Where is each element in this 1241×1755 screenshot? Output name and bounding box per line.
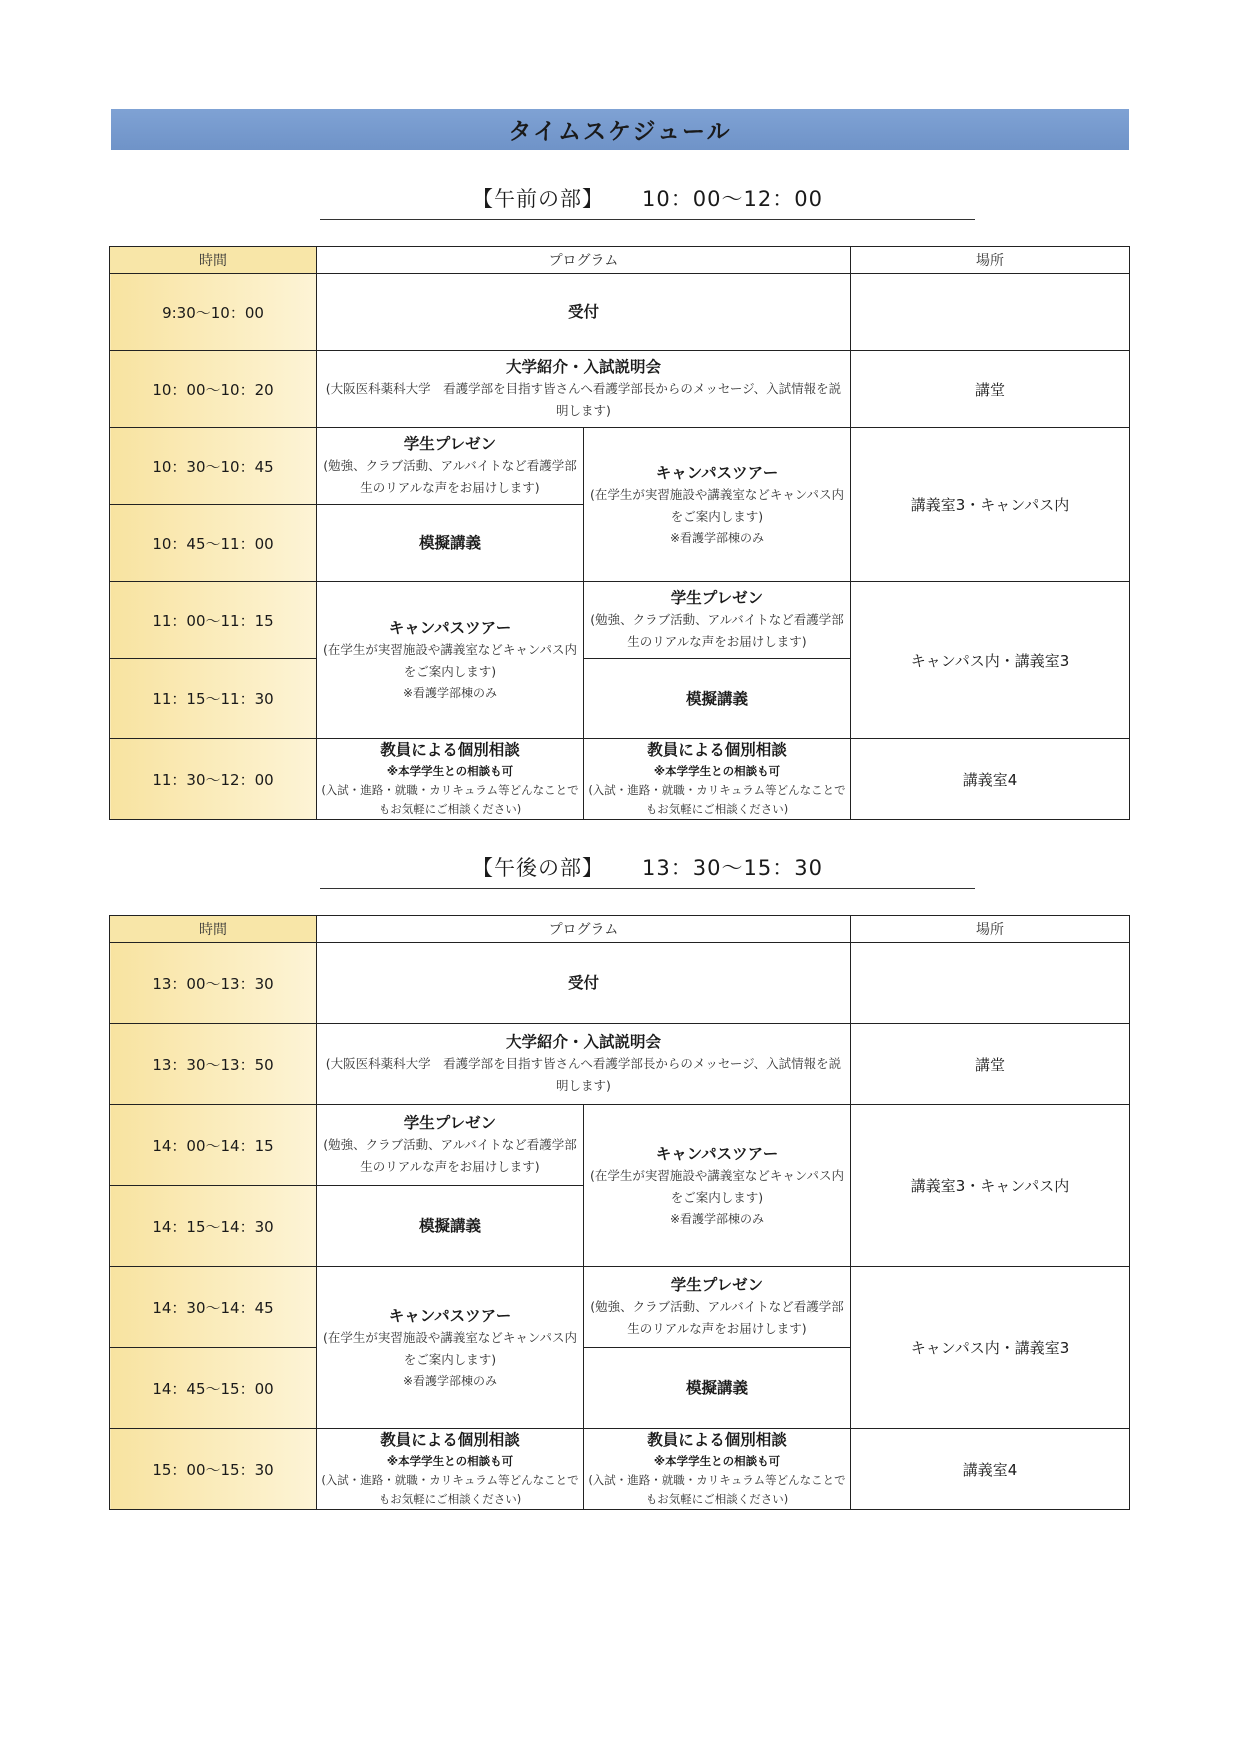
time-cell: 10：30～10：45 xyxy=(110,428,317,505)
program-title: 教員による個別相談 xyxy=(647,1431,787,1449)
header-time: 時間 xyxy=(110,916,317,943)
afternoon-section-heading xyxy=(320,852,975,889)
program-title: 学生プレゼン xyxy=(403,1114,497,1132)
program-description: (勉強、クラブ活動、アルバイトなど看護学部生のリアルな声をお届けします) xyxy=(323,458,577,495)
table-row xyxy=(110,1429,1130,1510)
program-cell xyxy=(584,739,851,820)
program-title: 教員による個別相談 xyxy=(647,741,787,759)
program-title: 教員による個別相談 xyxy=(380,741,520,759)
program-title: キャンパスツアー xyxy=(388,619,512,637)
afternoon-range: 13：30～15：30 xyxy=(642,856,823,880)
program-cell xyxy=(317,351,851,428)
table-row xyxy=(110,1105,1130,1186)
table-row xyxy=(110,351,1130,428)
time-cell: 14：00～14：15 xyxy=(110,1105,317,1186)
header-program: プログラム xyxy=(317,247,851,274)
program-subnote: ※本学学生との相談も可 xyxy=(653,764,781,778)
table-row xyxy=(110,943,1130,1024)
program-title: 学生プレゼン xyxy=(670,589,764,607)
place-cell: 講義室3・キャンパス内 xyxy=(851,1105,1130,1267)
program-cell xyxy=(317,1105,584,1186)
program-subnote: ※本学学生との相談も可 xyxy=(386,764,514,778)
header-time: 時間 xyxy=(110,247,317,274)
time-cell: 13：30～13：50 xyxy=(110,1024,317,1105)
program-note: ※看護学部棟のみ xyxy=(669,1211,765,1226)
program-cell xyxy=(317,505,584,582)
afternoon-label: 【午後の部】 xyxy=(472,856,605,880)
program-note: ※看護学部棟のみ xyxy=(402,686,498,700)
program-title: 大学紹介・入試説明会 xyxy=(505,358,661,376)
table-header-row xyxy=(110,916,1130,943)
program-note: ※看護学部棟のみ xyxy=(402,1373,498,1388)
program-subnote: ※本学学生との相談も可 xyxy=(653,1454,781,1468)
program-cell xyxy=(317,1429,584,1510)
time-cell: 11：15～11：30 xyxy=(110,659,317,739)
program-description: (在学生が実習施設や講義室などキャンパス内をご案内します) xyxy=(589,1167,844,1205)
program-cell xyxy=(584,1429,851,1510)
place-cell: キャンパス内・講義室3 xyxy=(851,1267,1130,1429)
place-cell: キャンパス内・講義室3 xyxy=(851,582,1130,739)
program-title: 学生プレゼン xyxy=(670,1276,764,1294)
program-description: (大阪医科薬科大学 看護学部を目指す皆さんへ看護学部長からのメッセージ、入試情報を説明します) xyxy=(325,1056,842,1093)
program-description: (入試・進路・就職・カリキュラム等どんなことでもお気軽にご相談ください) xyxy=(588,1473,846,1506)
place-cell: 講義室4 xyxy=(851,739,1130,820)
program-description: (入試・進路・就職・カリキュラム等どんなことでもお気軽にご相談ください) xyxy=(321,783,579,816)
program-title: 大学紹介・入試説明会 xyxy=(505,1033,661,1051)
program-description: (大阪医科薬科大学 看護学部を目指す皆さんへ看護学部長からのメッセージ、入試情報を説明します) xyxy=(325,381,842,418)
morning-label: 【午前の部】 xyxy=(472,187,605,211)
table-row xyxy=(110,1267,1130,1348)
place-cell: 講堂 xyxy=(851,1024,1130,1105)
time-cell: 9:30～10：00 xyxy=(110,274,317,351)
reception-label: 受付 xyxy=(567,303,599,321)
program-note: ※看護学部棟のみ xyxy=(669,530,765,545)
program-cell xyxy=(584,1348,851,1429)
table-row xyxy=(110,582,1130,659)
place-cell: 講義室3・キャンパス内 xyxy=(851,428,1130,582)
morning-section-heading xyxy=(320,183,975,220)
program-description: (在学生が実習施設や講義室などキャンパス内をご案内します) xyxy=(589,486,844,524)
time-cell: 15：00～15：30 xyxy=(110,1429,317,1510)
header-place: 場所 xyxy=(851,916,1130,943)
program-description: (入試・進路・就職・カリキュラム等どんなことでもお気軽にご相談ください) xyxy=(321,1473,579,1506)
time-cell: 10：45～11：00 xyxy=(110,505,317,582)
program-title: 模擬講義 xyxy=(685,689,748,708)
program-cell xyxy=(317,1186,584,1267)
program-title: 教員による個別相談 xyxy=(380,1431,520,1449)
program-title: 模擬講義 xyxy=(418,1217,481,1235)
header-program: プログラム xyxy=(317,916,851,943)
morning-range: 10：00～12：00 xyxy=(642,187,823,211)
place-cell: 講堂 xyxy=(851,351,1130,428)
program-cell xyxy=(317,582,584,739)
time-cell: 14：45～15：00 xyxy=(110,1348,317,1429)
time-cell: 14：15～14：30 xyxy=(110,1186,317,1267)
program-cell xyxy=(317,943,851,1024)
reception-label: 受付 xyxy=(567,974,599,992)
program-description: (入試・進路・就職・カリキュラム等どんなことでもお気軽にご相談ください) xyxy=(588,783,846,816)
program-cell xyxy=(584,1267,851,1348)
time-cell: 11：00～11：15 xyxy=(110,582,317,659)
time-cell: 14：30～14：45 xyxy=(110,1267,317,1348)
program-cell xyxy=(584,659,851,739)
program-cell xyxy=(584,428,851,582)
program-description: (勉強、クラブ活動、アルバイトなど看護学部生のリアルな声をお届けします) xyxy=(323,1137,577,1174)
program-title: 模擬講義 xyxy=(685,1379,748,1397)
program-cell xyxy=(317,739,584,820)
table-row xyxy=(110,274,1130,351)
place-cell xyxy=(851,943,1130,1024)
table-row xyxy=(110,739,1130,820)
table-header-row xyxy=(110,247,1130,274)
table-row xyxy=(110,428,1130,505)
program-cell xyxy=(317,1024,851,1105)
place-cell: 講義室4 xyxy=(851,1429,1130,1510)
time-cell: 13：00～13：30 xyxy=(110,943,317,1024)
program-cell xyxy=(317,1267,584,1429)
program-title: キャンパスツアー xyxy=(655,1144,779,1163)
program-description: (在学生が実習施設や講義室などキャンパス内をご案内します) xyxy=(322,642,577,679)
program-cell xyxy=(317,428,584,505)
program-cell xyxy=(584,582,851,659)
program-title: 学生プレゼン xyxy=(403,435,497,453)
program-title: キャンパスツアー xyxy=(655,463,779,482)
header-place: 場所 xyxy=(851,247,1130,274)
page-title: タイムスケジュール xyxy=(111,109,1129,150)
time-cell: 10：00～10：20 xyxy=(110,351,317,428)
program-title: 模擬講義 xyxy=(418,534,481,552)
program-description: (勉強、クラブ活動、アルバイトなど看護学部生のリアルな声をお届けします) xyxy=(590,612,844,649)
place-cell xyxy=(851,274,1130,351)
program-cell xyxy=(584,1105,851,1267)
program-cell xyxy=(317,274,851,351)
afternoon-schedule-table xyxy=(109,915,1130,1510)
program-description: (勉強、クラブ活動、アルバイトなど看護学部生のリアルな声をお届けします) xyxy=(590,1299,844,1336)
time-cell: 11：30～12：00 xyxy=(110,739,317,820)
program-subnote: ※本学学生との相談も可 xyxy=(386,1454,514,1468)
table-row xyxy=(110,1024,1130,1105)
morning-schedule-table xyxy=(109,246,1130,820)
program-description: (在学生が実習施設や講義室などキャンパス内をご案内します) xyxy=(322,1329,577,1367)
program-title: キャンパスツアー xyxy=(388,1306,512,1325)
